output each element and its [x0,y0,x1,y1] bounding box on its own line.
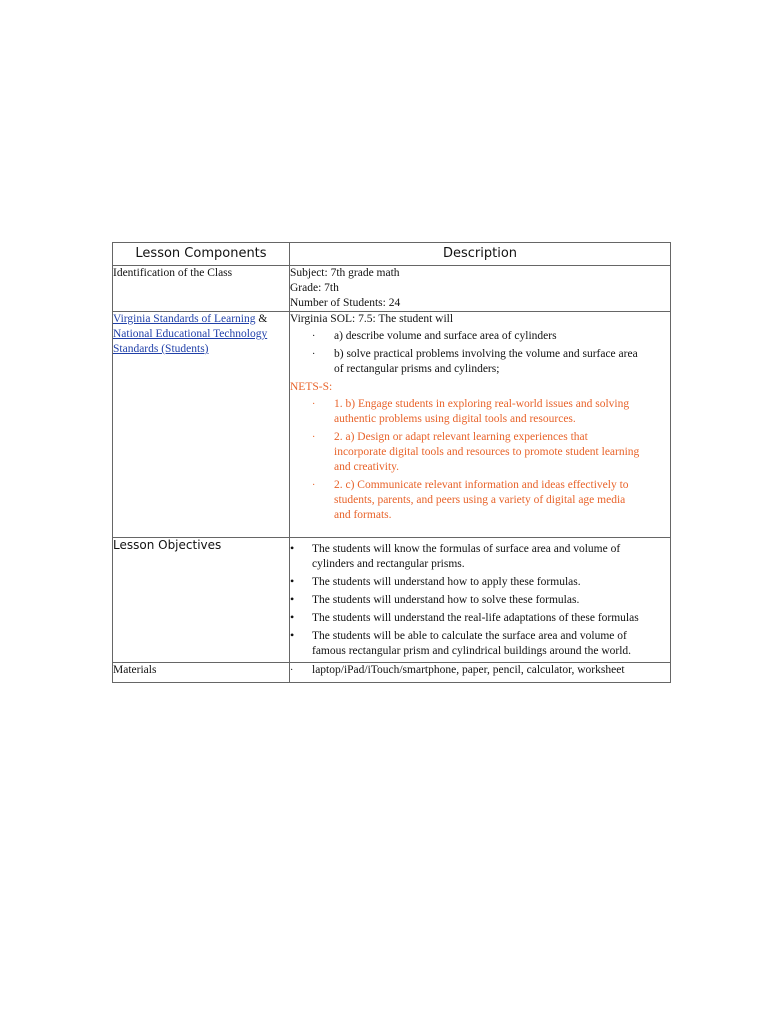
student-count-text: Number of Students: 24 [290,297,401,309]
materials-label-text: Materials [113,664,157,676]
nets-link-line1[interactable]: National Educational Technology [113,328,268,340]
objectives-label [113,538,290,663]
virginia-sol-link[interactable]: Virginia Standards of Learning [113,313,256,325]
header-description: Description [290,243,671,266]
identification-label [113,266,290,312]
nets-link-line2[interactable]: Standards (Students) [113,343,209,355]
objectives-description [290,538,671,663]
bullet-icon: • [290,628,295,642]
list-item: • The students will understand how to solve these formulas. [290,592,580,606]
list-item: · 2. a) Design or adapt relevant learning experiences that incorporate digital tools and resources to promote student learning and creativity. [312,431,640,473]
objectives-label-text: Lesson Objectives [113,538,222,552]
list-item: • The students will be able to calculate the surface area and volume of famous rectangular prism and cylindrical buildings around the world. [290,628,632,657]
materials-description [290,663,671,683]
identification-row [113,266,671,312]
bullet-icon: · [312,399,316,410]
sol-list [290,329,670,377]
bullet-icon: • [290,592,295,606]
objectives-list [290,542,670,659]
list-item [290,663,670,678]
identification-label-text: Identification of the Class [113,267,233,279]
header-lesson-components: Lesson Components [113,243,290,266]
bullet-icon: · [312,331,316,342]
bullet-icon: • [290,541,295,555]
bullet-icon: · [312,480,316,491]
bullet-icon: · [312,432,316,443]
grade-text: Grade: 7th [290,282,339,294]
standards-row [113,312,671,538]
materials-row [113,663,671,683]
list-item: · 2. c) Communicate relevant information and ideas effectively to students, parents, and peers using a variety of digital age media and formats. [312,479,629,521]
list-item: · b) solve practical problems involving the volume and surface area of rectangular prisms and cylinders; [312,348,638,375]
list-item: · 1. b) Engage students in exploring real-world issues and solving authentic problems using digital tools and resources. [312,398,630,425]
list-item: • The students will understand the real-life adaptations of these formulas [290,610,639,624]
sol-heading: Virginia SOL: 7.5: The student will [290,313,454,325]
identification-description [290,266,671,312]
materials-label [113,663,290,683]
standards-description [290,312,671,538]
objectives-row [113,538,671,663]
bullet-icon: · [312,349,316,360]
list-item: • The students will understand how to apply these formulas. [290,574,581,588]
ampersand-text: & [255,313,268,325]
standards-label [113,312,290,538]
subject-text: Subject: 7th grade math [290,267,400,279]
nets-list [290,397,670,523]
list-item: · a) describe volume and surface area of cylinders [312,330,557,342]
lesson-plan-table [112,242,671,683]
nets-heading: NETS-S: [290,381,333,393]
bullet-icon: • [290,610,295,624]
header-row [113,243,671,266]
bullet-icon: · [290,665,294,676]
bullet-icon: • [290,574,295,588]
list-item: • The students will know the formulas of surface area and volume of cylinders and rectangular prisms. [290,541,621,570]
materials-list [290,663,670,678]
materials-text: laptop/iPad/iTouch/smartphone, paper, pencil, calculator, worksheet [312,664,625,676]
